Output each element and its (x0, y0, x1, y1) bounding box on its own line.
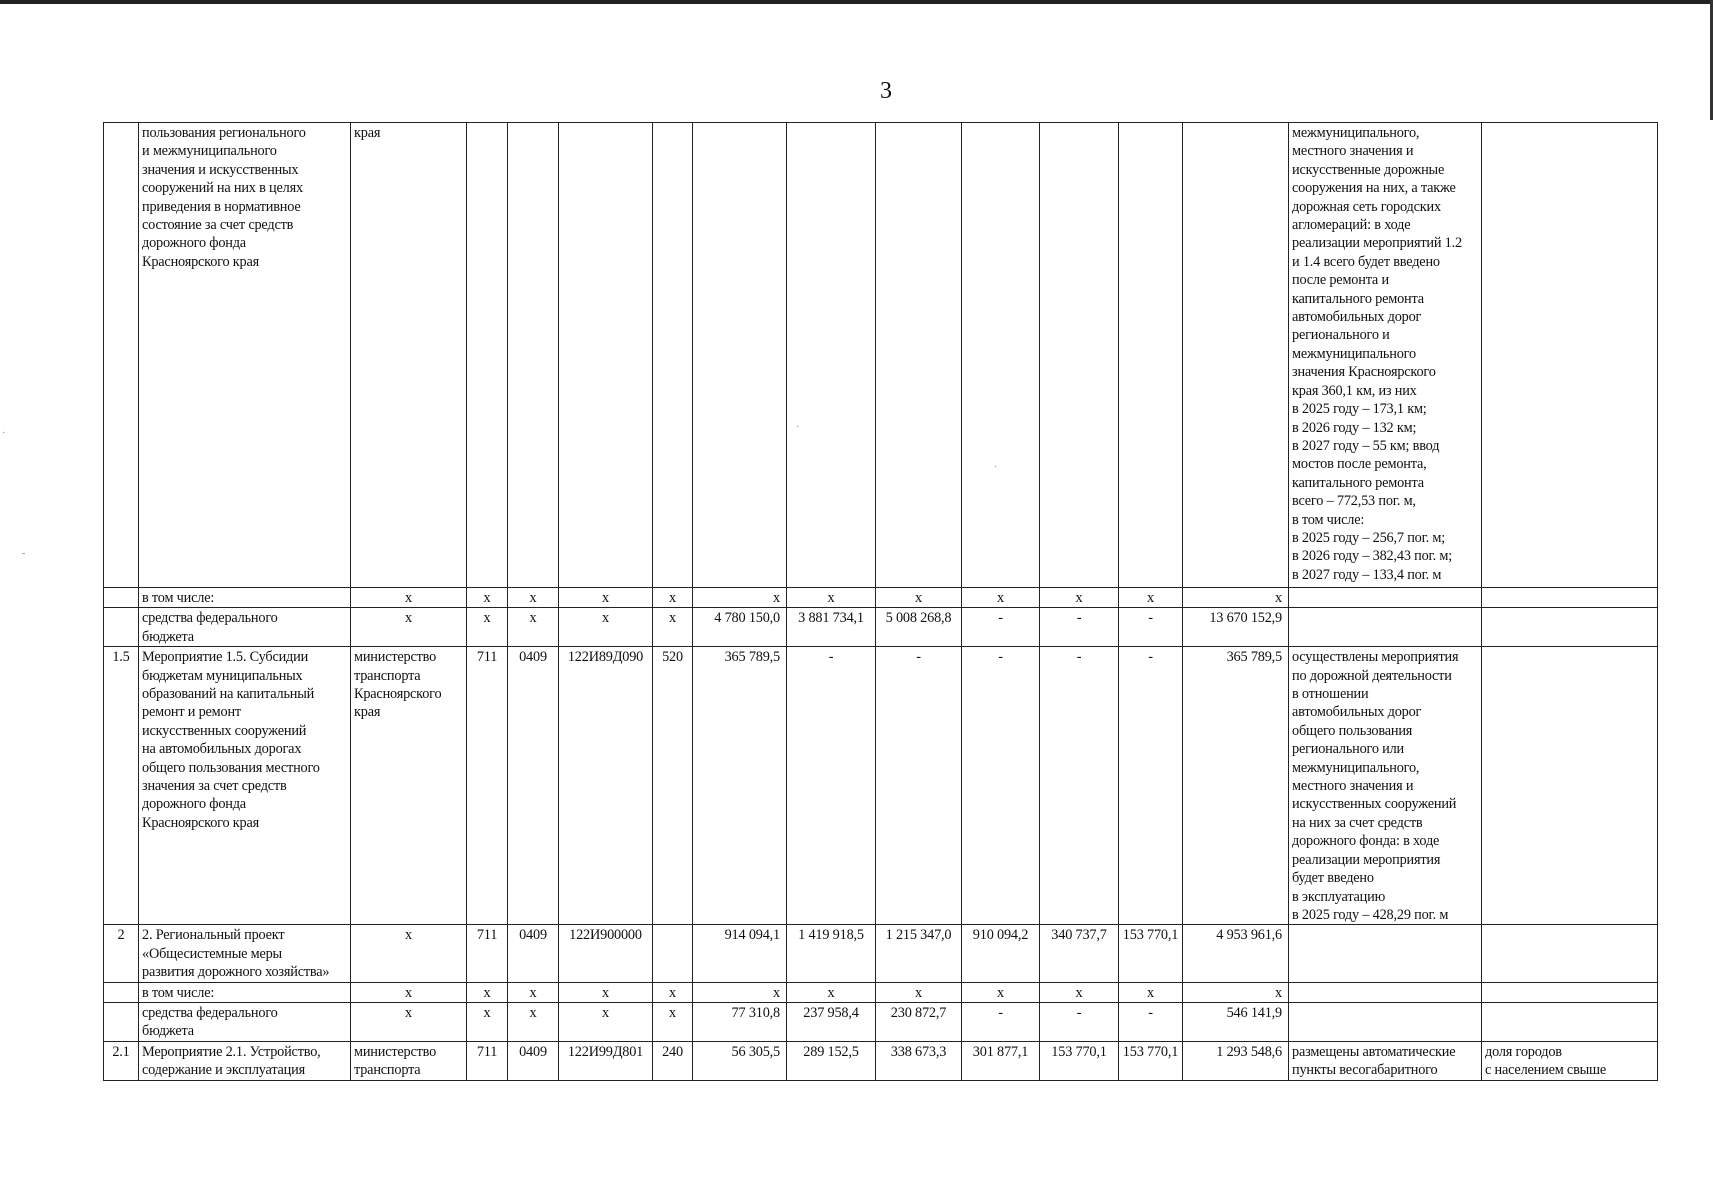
cell-name: средства федерального бюджета (139, 1002, 351, 1041)
cell-total: 4 953 961,6 (1183, 925, 1289, 982)
cell-total: 365 789,5 (1183, 647, 1289, 925)
cell-y2026: - (787, 647, 876, 925)
cell-result (1289, 588, 1482, 608)
scan-speck: · (2, 428, 6, 439)
cell-csr (559, 123, 653, 588)
cell-name: 2. Региональный проект «Общесистемные меры развития дорожного хозяйства» (139, 925, 351, 982)
cell-total: 1 293 548,6 (1183, 1041, 1289, 1080)
cell-csr: x (559, 588, 653, 608)
cell-y2025: 77 310,8 (693, 1002, 787, 1041)
scan-speck: · (994, 462, 998, 473)
cell-y2030: - (1119, 1002, 1183, 1041)
cell-indicator (1482, 608, 1658, 647)
table-row (104, 1041, 1658, 1080)
cell-indicator (1482, 588, 1658, 608)
cell-indicator (1482, 982, 1658, 1002)
cell-exec: x (351, 1002, 467, 1041)
cell-y2025: x (693, 982, 787, 1002)
cell-y2028: x (962, 588, 1040, 608)
table-row (104, 123, 1658, 588)
cell-total: 13 670 152,9 (1183, 608, 1289, 647)
cell-rzpr: 0409 (508, 1041, 559, 1080)
cell-name: в том числе: (139, 982, 351, 1002)
cell-indicator: доля городов с населением свыше (1482, 1041, 1658, 1080)
cell-y2026: x (787, 982, 876, 1002)
scan-speck: - (22, 548, 26, 559)
top-rule (0, 0, 1713, 4)
cell-csr: 122И89Д090 (559, 647, 653, 925)
cell-grbs: x (467, 608, 508, 647)
cell-result: осуществлены мероприятия по дорожной деятельности в отношении автомобильных дорог общего пользования регионального или межмуниципального, местного значения и искусственных сооружений на них за счет средств дорожного фонда: в ходе реализации мероприятия будет введено в эксплуатацию в 2025 году – 428,29 пог. м (1289, 647, 1482, 925)
cell-result (1289, 925, 1482, 982)
cell-y2025: 4 780 150,0 (693, 608, 787, 647)
cell-exec: x (351, 925, 467, 982)
cell-exec: министерство транспорта Красноярского края (351, 647, 467, 925)
cell-vr (653, 925, 693, 982)
cell-vr: x (653, 1002, 693, 1041)
cell-result (1289, 608, 1482, 647)
cell-rzpr: x (508, 982, 559, 1002)
table-row (104, 647, 1658, 925)
cell-y2028: - (962, 647, 1040, 925)
cell-y2026 (787, 123, 876, 588)
cell-vr: 240 (653, 1041, 693, 1080)
cell-rzpr: 0409 (508, 925, 559, 982)
cell-y2025 (693, 123, 787, 588)
cell-name: пользования регионального и межмуниципального значения и искусственных сооружений на них в целях приведения в нормативное состояние за счет средств дорожного фонда Красноярского края (139, 123, 351, 588)
cell-rzpr: 0409 (508, 647, 559, 925)
table-row (104, 1002, 1658, 1041)
cell-num: 2.1 (104, 1041, 139, 1080)
cell-grbs: 711 (467, 1041, 508, 1080)
cell-grbs (467, 123, 508, 588)
cell-y2029: x (1040, 588, 1119, 608)
cell-num: 1.5 (104, 647, 139, 925)
cell-vr: 520 (653, 647, 693, 925)
cell-grbs: 711 (467, 647, 508, 925)
table-body (104, 123, 1658, 1081)
scan-speck: · (796, 422, 800, 433)
page-number: 3 (880, 78, 892, 104)
table-row (104, 588, 1658, 608)
cell-y2027: 5 008 268,8 (876, 608, 962, 647)
cell-exec: министерство транспорта (351, 1041, 467, 1080)
cell-y2026: 237 958,4 (787, 1002, 876, 1041)
cell-y2030: - (1119, 647, 1183, 925)
table-row (104, 982, 1658, 1002)
cell-csr: x (559, 1002, 653, 1041)
cell-name: средства федерального бюджета (139, 608, 351, 647)
cell-name: в том числе: (139, 588, 351, 608)
cell-y2027: 1 215 347,0 (876, 925, 962, 982)
cell-y2030 (1119, 123, 1183, 588)
cell-y2028: x (962, 982, 1040, 1002)
cell-y2029: x (1040, 982, 1119, 1002)
cell-total: x (1183, 588, 1289, 608)
cell-vr: x (653, 608, 693, 647)
cell-y2027: - (876, 647, 962, 925)
cell-y2029: 340 737,7 (1040, 925, 1119, 982)
cell-indicator (1482, 647, 1658, 925)
cell-total: x (1183, 982, 1289, 1002)
cell-y2029: - (1040, 608, 1119, 647)
cell-csr: 122И99Д801 (559, 1041, 653, 1080)
cell-indicator (1482, 925, 1658, 982)
cell-num: 2 (104, 925, 139, 982)
cell-grbs: x (467, 982, 508, 1002)
cell-y2027 (876, 123, 962, 588)
cell-y2027: 230 872,7 (876, 1002, 962, 1041)
cell-y2026: 289 152,5 (787, 1041, 876, 1080)
cell-name: Мероприятие 2.1. Устройство, содержание и эксплуатация (139, 1041, 351, 1080)
cell-y2029 (1040, 123, 1119, 588)
cell-csr: x (559, 982, 653, 1002)
cell-y2025: 365 789,5 (693, 647, 787, 925)
cell-y2025: 914 094,1 (693, 925, 787, 982)
cell-grbs: 711 (467, 925, 508, 982)
cell-num (104, 982, 139, 1002)
cell-y2028 (962, 123, 1040, 588)
cell-y2028: 301 877,1 (962, 1041, 1040, 1080)
cell-y2028: 910 094,2 (962, 925, 1040, 982)
cell-y2026: 3 881 734,1 (787, 608, 876, 647)
cell-y2029: - (1040, 647, 1119, 925)
cell-exec: x (351, 588, 467, 608)
cell-exec: x (351, 982, 467, 1002)
cell-y2030: x (1119, 588, 1183, 608)
cell-result (1289, 982, 1482, 1002)
cell-y2030: 153 770,1 (1119, 925, 1183, 982)
cell-y2030: 153 770,1 (1119, 1041, 1183, 1080)
cell-total: 546 141,9 (1183, 1002, 1289, 1041)
cell-y2028: - (962, 1002, 1040, 1041)
cell-csr: 122И900000 (559, 925, 653, 982)
cell-csr: x (559, 608, 653, 647)
cell-y2027: 338 673,3 (876, 1041, 962, 1080)
cell-y2025: 56 305,5 (693, 1041, 787, 1080)
cell-y2025: x (693, 588, 787, 608)
cell-y2027: x (876, 982, 962, 1002)
cell-y2028: - (962, 608, 1040, 647)
cell-result (1289, 1002, 1482, 1041)
cell-num (104, 608, 139, 647)
cell-y2027: x (876, 588, 962, 608)
cell-y2026: x (787, 588, 876, 608)
cell-vr (653, 123, 693, 588)
cell-y2026: 1 419 918,5 (787, 925, 876, 982)
cell-indicator (1482, 1002, 1658, 1041)
cell-rzpr: x (508, 588, 559, 608)
cell-num (104, 1002, 139, 1041)
cell-total (1183, 123, 1289, 588)
cell-grbs: x (467, 1002, 508, 1041)
cell-indicator (1482, 123, 1658, 588)
cell-exec: края (351, 123, 467, 588)
cell-vr: x (653, 588, 693, 608)
cell-rzpr (508, 123, 559, 588)
cell-y2029: 153 770,1 (1040, 1041, 1119, 1080)
table-row (104, 608, 1658, 647)
cell-vr: x (653, 982, 693, 1002)
cell-grbs: x (467, 588, 508, 608)
cell-name: Мероприятие 1.5. Субсидии бюджетам муниципальных образований на капитальный ремонт и ремонт искусственных сооружений на автомобильных дорогах общего пользования местного значения за счет средств дорожного фонда Красноярского края (139, 647, 351, 925)
cell-exec: x (351, 608, 467, 647)
cell-y2029: - (1040, 1002, 1119, 1041)
cell-rzpr: x (508, 608, 559, 647)
cell-result: размещены автоматические пункты весогабаритного (1289, 1041, 1482, 1080)
cell-y2030: - (1119, 608, 1183, 647)
cell-result: межмуниципального, местного значения и искусственные дорожные сооружения на них, а также дорожная сеть городских агломераций: в ходе реализации мероприятий 1.2 и 1.4 всего будет введено после ремонта и капитального ремонта автомобильных дорог регионального и межмуниципального значения Красноярского края 360,1 км, из них в 2025 году – 173,1 км; в 2026 году – 132 км; в 2027 году – 55 км; ввод мостов после ремонта, капитального ремонта всего – 772,53 пог. м, в том числе: в 2025 году – 256,7 пог. м; в 2026 году – 382,43 пог. м; в 2027 году – 133,4 пог. м (1289, 123, 1482, 588)
cell-rzpr: x (508, 1002, 559, 1041)
cell-y2030: x (1119, 982, 1183, 1002)
cell-num (104, 588, 139, 608)
table-row (104, 925, 1658, 982)
cell-num (104, 123, 139, 588)
budget-table (103, 122, 1658, 1081)
